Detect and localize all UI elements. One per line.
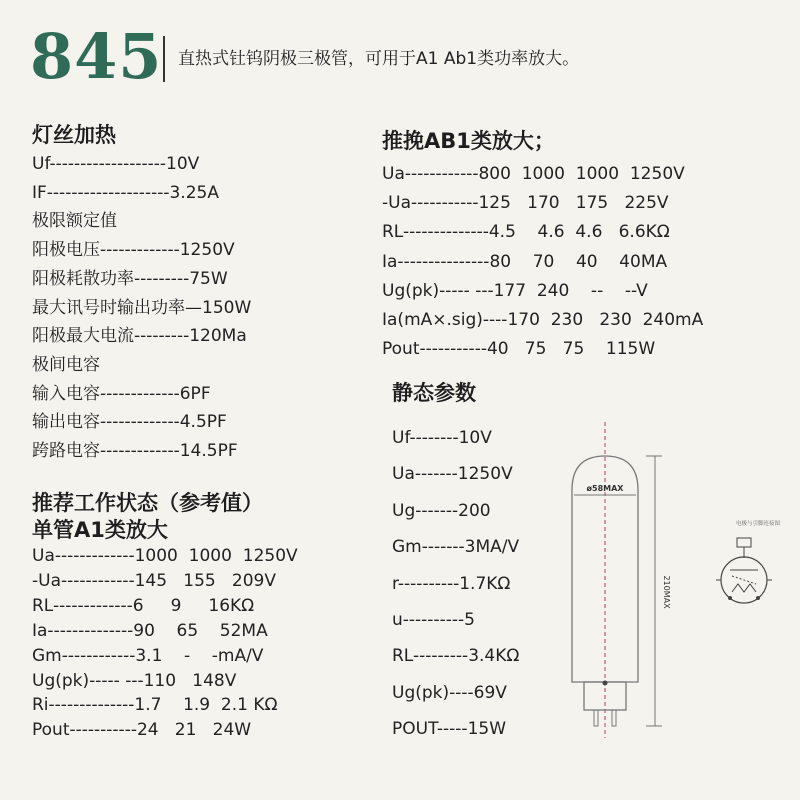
base-marker [603,681,608,686]
filament-section [32,122,251,466]
spec-line: POUT-----15W [392,719,507,740]
spec-line: -Ua------------145 155 209V [32,570,277,591]
spec-line: Ug(pk)----69V [392,682,507,703]
static-title: 静态参数 [392,381,476,405]
spec-line: 输出电容-------------4.5PF [32,412,227,433]
spec-line: Ia--------------90 65 52MA [32,620,268,641]
height-label: 210MAX [662,575,671,609]
spec-line: IF--------------------3.25A [32,182,219,203]
spec-line: Pout-----------40 75 75 115W [382,339,656,360]
spec-line: 极间电容 [32,354,100,375]
tube-description: 直热式钍钨阴极三极管，可用于A1 Ab1类功率放大。 [178,49,580,69]
spec-line: u----------5 [392,610,475,631]
spec-line: Ia(mA×.sig)----170 230 230 240mA [382,310,704,331]
single-ended-title: 单管A1类放大 [32,518,168,542]
spec-line: Gm-------3MA/V [392,537,520,558]
spec-line: RL-------------6 9 16KΩ [32,595,255,616]
push-pull-title: 推挽AB1类放大； [382,129,555,153]
model-number: 845 [30,20,163,93]
recommended-title: 推荐工作状态（参考值） [32,491,263,515]
spec-line: 极限额定值 [32,211,117,232]
spec-line: 阳极最大电流---------120Ma [32,326,247,347]
spec-line: Ua-------------1000 1000 1250V [32,546,298,566]
spec-line: Gm------------3.1 - -mA/V [32,645,264,666]
filament-title: 灯丝加热 [32,123,116,147]
spec-line: RL---------3.4KΩ [392,646,520,667]
tube-pin [612,710,616,726]
spec-line: 阳极电压-------------1250V [32,240,235,261]
spec-line: Ia---------------80 70 40 40MA [382,251,668,272]
header-divider [163,36,165,82]
tube-outline-drawing [550,420,800,740]
pin-diagram-note: 电极与引脚连接图 [735,521,781,527]
spec-line: Ua-------1250V [392,464,513,485]
spec-line: Ug-------200 [392,500,491,521]
spec-line: 输入电容-------------6PF [32,383,211,404]
spec-line: Pout-----------24 21 24W [32,720,252,741]
spec-line: Uf-------------------10V [32,154,200,174]
static-section [392,380,519,748]
spec-line: r----------1.7KΩ [392,573,511,594]
single-ended-section [32,490,298,743]
spec-line: 跨路电容-------------14.5PF [32,441,238,462]
spec-line: Uf--------10V [392,428,492,448]
tube-pin [594,710,598,726]
spec-line: Ug(pk)----- ---110 148V [32,670,237,691]
spec-line: Ug(pk)----- ---177 240 -- --V [382,280,648,301]
spec-line: 阳极耗散功率---------75W [32,268,228,289]
pin-connection-icon [716,538,772,603]
spec-line: 最大讯号时输出功率—150W [32,297,252,318]
spec-line: Ua------------800 1000 1000 1250V [382,164,685,184]
push-pull-section [382,128,703,364]
diameter-label: ø58MAX [586,484,624,493]
spec-line: -Ua-----------125 170 175 225V [382,193,669,214]
spec-line: RL--------------4.5 4.6 4.6 6.6KΩ [382,222,670,243]
spec-line: Ri--------------1.7 1.9 2.1 KΩ [32,695,278,716]
